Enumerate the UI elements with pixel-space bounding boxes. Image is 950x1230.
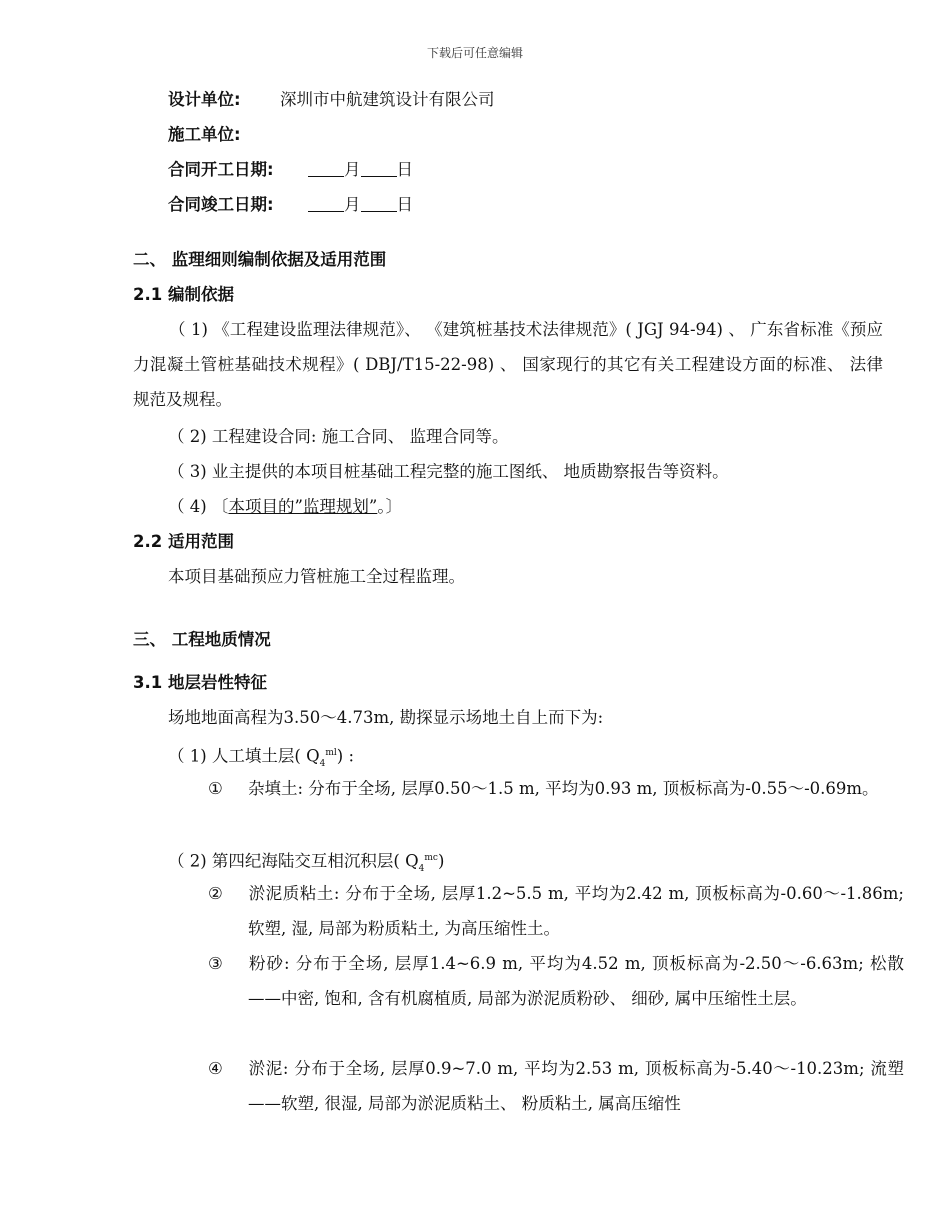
month-blank	[308, 160, 344, 177]
item-number: ②	[208, 884, 223, 903]
layer-1-suffix: ) :	[336, 746, 355, 766]
month-unit: 月	[344, 195, 361, 214]
item-number: ③	[208, 954, 223, 973]
section-3-1-title: 3.1 地层岩性特征	[133, 673, 267, 692]
section-2-1-para-4	[168, 497, 402, 517]
section-2-1-para-1: （ 1) 《工程建设监理法律规范》、 《建筑桩基技术法律规范》( JGJ 94-94) 、 广东省标准《预应力混凝土管桩基础技术规程》( DBJ/T15-22-98) 、 国家现行的其它有关工程建设方面的标准、 法律规范及规程。	[133, 320, 883, 409]
section-2-2-para: 本项目基础预应力管桩施工全过程监理。	[168, 567, 465, 586]
design-unit-value: 深圳市中航建筑设计有限公司	[280, 90, 495, 109]
layer-2-sup: mc	[424, 853, 438, 863]
day-blank	[361, 195, 397, 212]
month-unit: 月	[344, 160, 361, 179]
watermark: 下载后可任意编辑	[426, 46, 523, 60]
start-date-label: 合同开工日期:	[168, 160, 274, 179]
layer-2-suffix: )	[437, 851, 445, 871]
item-text: 淤泥质粘土: 分布于全场, 层厚1.2~5.5 m, 平均为2.42 m, 顶板标高为-0.60～-1.86m; 软塑, 湿, 局部为粉质粘土, 为高压缩性土。	[248, 884, 904, 938]
layer-2-prefix: （ 2) 第四纪海陆交互相沉积层( Q	[168, 851, 419, 871]
para-4-suffix: 。〕	[377, 497, 403, 516]
soil-item-4	[208, 1051, 904, 1121]
section-2-title: 二、 监理细则编制依据及适用范围	[133, 250, 387, 269]
end-date-label: 合同竣工日期:	[168, 195, 274, 214]
item-text: 粉砂: 分布于全场, 层厚1.4~6.9 m, 平均为4.52 m, 顶板标高为-2.50～-6.63m; 松散——中密, 饱和, 含有机腐植质, 局部为淤泥质粉砂、 细砂, 属中压缩性土层。	[248, 954, 904, 1008]
para-4-underlined: 本项目的”监理规划”	[228, 497, 378, 516]
para-4-prefix: （ 4) 〔	[168, 497, 229, 516]
item-number: ①	[208, 779, 223, 798]
start-date-row	[168, 160, 413, 180]
construction-unit-label: 施工单位:	[168, 125, 241, 144]
day-blank	[361, 160, 397, 177]
section-2-1-para-3: （ 3) 业主提供的本项目桩基础工程完整的施工图纸、 地质勘察报告等资料。	[168, 462, 729, 481]
day-unit: 日	[396, 195, 413, 214]
item-text: 杂填土: 分布于全场, 层厚0.50～1.5 m, 平均为0.93 m, 顶板标高为-0.55～-0.69m。	[248, 779, 879, 798]
item-number: ④	[208, 1059, 223, 1078]
soil-item-1	[208, 771, 904, 806]
section-2-1-title: 2.1 编制依据	[133, 285, 234, 304]
section-2-1-para-2: （ 2) 工程建设合同: 施工合同、 监理合同等。	[168, 427, 509, 446]
design-unit-label: 设计单位:	[168, 90, 241, 109]
soil-item-3	[208, 946, 904, 1016]
soil-item-2	[208, 876, 904, 946]
month-blank	[308, 195, 344, 212]
layer-1-prefix: （ 1) 人工填土层( Q	[168, 746, 320, 766]
layer-1-sup: ml	[325, 748, 337, 758]
layer-2-heading	[168, 848, 444, 879]
section-2-2-title: 2.2 适用范围	[133, 532, 234, 551]
design-unit-row	[168, 90, 495, 110]
layer-2-sub: 4	[418, 863, 425, 874]
item-text: 淤泥: 分布于全场, 层厚0.9~7.0 m, 平均为2.53 m, 顶板标高为-5.40～-10.23m; 流塑——软塑, 很湿, 局部为淤泥质粘土、 粉质粘土, 属高压缩性	[248, 1059, 904, 1113]
layer-1-sub: 4	[319, 758, 326, 769]
construction-unit-row	[168, 125, 280, 145]
section-3-title: 三、 工程地质情况	[133, 630, 271, 649]
section-3-1-intro: 场地地面高程为3.50～4.73m, 勘探显示场地土自上而下为:	[168, 708, 604, 727]
layer-1-heading	[168, 743, 354, 774]
end-date-row	[168, 195, 413, 215]
day-unit: 日	[396, 160, 413, 179]
